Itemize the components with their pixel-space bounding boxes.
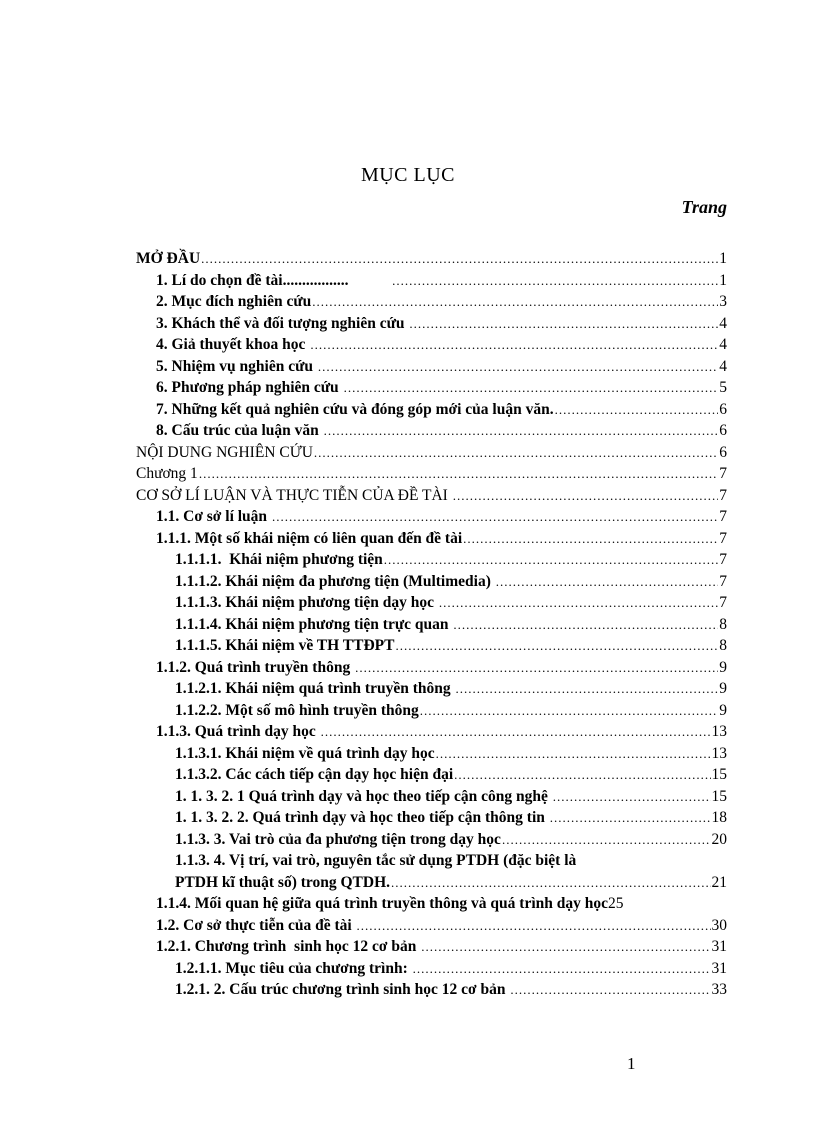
toc-entry-label: 1. Lí do chọn đề tài................. — [156, 271, 392, 289]
toc-entry-label: 1.2.1. 2. Cấu trúc chương trình sinh học 12 cơ bản — [175, 981, 510, 998]
toc-entry-label: 1.1.3. 4. Vị trí, vai trò, nguyên tắc sử dụng PTDH (đặc biệt là — [175, 852, 577, 869]
toc-entry-page: 8 — [719, 615, 727, 633]
dot-leader — [391, 872, 710, 894]
toc-entry-page: 13 — [711, 744, 727, 762]
toc-entry-label: 1.1.2.2. Một số mô hình truyền thông — [175, 701, 419, 719]
toc-entry[interactable] — [136, 657, 727, 679]
toc-entry[interactable] — [136, 915, 727, 937]
dot-leader — [395, 635, 718, 657]
toc-entry-page: 21 — [711, 873, 727, 891]
page-column-header: Trang — [681, 197, 727, 217]
toc-entry-label: 1.1.1.3. Khái niệm phương tiện dạy học — [175, 594, 438, 611]
toc-entry-page: 6 — [719, 400, 727, 418]
dot-leader — [384, 549, 718, 571]
toc-entry-label: PTDH kĩ thuật số) trong QTDH. — [175, 873, 391, 891]
toc-entry-page: 33 — [711, 981, 727, 998]
dot-leader — [436, 743, 711, 765]
toc-entry[interactable] — [136, 700, 727, 722]
toc-entry-page: 15 — [711, 787, 727, 805]
toc-entry-page: 6 — [719, 443, 727, 461]
dot-leader — [463, 528, 718, 550]
toc-entry[interactable] — [136, 571, 727, 593]
dot-leader — [312, 291, 718, 313]
toc-entry[interactable] — [136, 829, 727, 851]
toc-entry-page: 7 — [719, 572, 727, 590]
toc-entry-label: 6. Phương pháp nghiên cứu — [156, 379, 343, 396]
toc-entry[interactable] — [136, 549, 727, 571]
toc-entry[interactable] — [136, 356, 727, 378]
toc-entry-label: 1.2.1. Chương trình sinh học 12 cơ bản — [156, 938, 421, 955]
dot-leader — [310, 334, 718, 356]
toc-entry[interactable] — [136, 614, 727, 636]
toc-entry-label: 1.2.1.1. Mục tiêu của chương trình: — [175, 959, 412, 977]
toc-entry-page: 1 — [719, 250, 727, 267]
toc-entry[interactable] — [136, 291, 727, 313]
toc-entry[interactable] — [136, 958, 727, 980]
toc-entry-page: 4 — [719, 314, 727, 332]
toc-entry-page: 3 — [719, 293, 727, 310]
toc-entry-label: 1.1.3.1. Khái niệm về quá trình dạy học — [175, 744, 435, 762]
toc-entry[interactable] — [136, 377, 727, 399]
toc-entry-page: 1 — [719, 271, 727, 289]
toc-entry-page: 31 — [711, 959, 727, 977]
toc-entry[interactable] — [136, 442, 727, 464]
toc-entry[interactable] — [136, 936, 727, 958]
toc-entry[interactable] — [136, 743, 727, 765]
dot-leader — [550, 807, 711, 829]
toc-entry-page: 5 — [719, 379, 727, 396]
dot-leader — [420, 700, 719, 722]
toc-entry-label: 1. 1. 3. 2. 2. Quá trình dạy và học theo tiếp cận thông tin — [175, 809, 549, 826]
toc-entry-page: 31 — [711, 938, 727, 955]
toc-entry[interactable] — [136, 506, 727, 528]
toc-entry-label: 1.1.3. 3. Vai trò của đa phương tiện trong dạy học — [175, 830, 501, 848]
toc-entry[interactable] — [136, 979, 727, 1001]
dot-leader — [553, 786, 711, 808]
toc-entry-page: 7 — [719, 551, 727, 568]
toc-entry-label: CƠ SỞ LÍ LUẬN VÀ THỰC TIỄN CỦA ĐỀ TÀI — [136, 486, 452, 504]
toc-entry-label: MỞ ĐẦU — [136, 250, 201, 267]
toc-entry-label: NỘI DUNG NGHIÊN CỨU — [136, 443, 313, 461]
toc-entry-page: 4 — [719, 336, 727, 353]
toc-entry-page: 7 — [719, 508, 727, 525]
toc-entry-label: 2. Mục đích nghiên cứu — [156, 293, 312, 310]
toc-entry-page: 9 — [719, 658, 727, 676]
toc-entry-label: 8. Cấu trúc của luận văn — [156, 422, 323, 439]
toc-entry[interactable] — [136, 764, 727, 786]
page-title: MỤC LỤC — [360, 164, 456, 186]
toc-entry[interactable] — [136, 420, 727, 442]
toc-entry-label: 1.1.3.2. Các cách tiếp cận dạy học hiện đại — [175, 766, 454, 783]
toc-entry-label: 1.1.1.5. Khái niệm về TH TTĐPT — [175, 637, 395, 654]
toc-entry[interactable] — [136, 678, 727, 700]
dot-leader — [409, 313, 718, 335]
toc-entry-page: 13 — [711, 723, 727, 740]
dot-leader — [453, 614, 718, 636]
toc-entry[interactable] — [136, 528, 727, 550]
toc-entry-page: 6 — [719, 422, 727, 439]
toc-entry-page: 15 — [711, 766, 727, 783]
dot-leader — [324, 420, 719, 442]
toc-entry[interactable] — [136, 850, 727, 872]
toc-entry-page: 4 — [719, 357, 727, 375]
dot-leader — [439, 592, 718, 614]
dot-leader — [454, 764, 710, 786]
dot-leader — [321, 721, 711, 743]
toc-entry-label: 1.1.1. Một số khái niệm có liên quan đến đề tài — [156, 529, 463, 547]
toc-entry-label: 1.1.4. Mối quan hệ giữa quá trình truyền thông và quá trình dạy học — [156, 895, 608, 912]
toc-entry[interactable] — [136, 721, 727, 743]
dot-leader — [357, 915, 711, 937]
dot-leader — [453, 485, 719, 507]
toc-entry-label: 5. Nhiệm vụ nghiên cứu — [156, 357, 317, 375]
dot-leader — [455, 678, 718, 700]
dot-leader — [510, 979, 710, 1001]
dot-leader — [421, 936, 710, 958]
toc-entry[interactable] — [136, 463, 727, 485]
toc-entry-label: 1.1.2. Quá trình truyền thông — [156, 658, 355, 676]
toc-entry[interactable] — [136, 635, 727, 657]
table-of-contents — [136, 248, 727, 1001]
toc-entry-page: 7 — [719, 465, 727, 482]
dot-leader — [344, 377, 719, 399]
toc-entry[interactable] — [136, 807, 727, 829]
toc-entry[interactable] — [136, 592, 727, 614]
toc-entry-page: 30 — [711, 916, 727, 934]
toc-entry-page: 20 — [711, 830, 727, 848]
dot-leader — [502, 829, 711, 851]
page-number: 1 — [627, 1054, 636, 1073]
toc-entry[interactable] — [136, 270, 727, 292]
toc-entry-label: 3. Khách thể và đối tượng nghiên cứu — [156, 314, 409, 332]
dot-leader — [496, 571, 719, 593]
toc-entry-page: 25 — [608, 895, 624, 912]
dot-leader — [199, 463, 718, 485]
toc-entry-label: 1.1. Cơ sở lí luận — [156, 508, 271, 525]
toc-entry-page: 7 — [719, 529, 727, 547]
toc-entry-label: 1.1.1.1. Khái niệm phương tiện — [175, 551, 383, 568]
dot-leader — [392, 270, 718, 292]
toc-entry[interactable] — [136, 872, 727, 894]
toc-entry[interactable] — [136, 399, 727, 421]
toc-entry-page: 9 — [719, 701, 727, 719]
toc-entry[interactable] — [136, 893, 727, 915]
dot-leader — [201, 248, 718, 270]
toc-entry-label: 1.2. Cơ sở thực tiễn của đề tài — [156, 916, 356, 934]
toc-entry-label: 1.1.3. Quá trình dạy học — [156, 723, 320, 740]
toc-entry-label: 1.1.1.2. Khái niệm đa phương tiện (Multimedia) — [175, 572, 495, 590]
toc-entry-label: 7. Những kết quả nghiên cứu và đóng góp mới của luận văn. — [156, 400, 554, 418]
toc-entry-page: 18 — [711, 809, 727, 826]
dot-leader — [314, 442, 718, 464]
toc-entry[interactable] — [136, 248, 727, 270]
dot-leader — [318, 356, 718, 378]
toc-entry-page: 8 — [719, 637, 727, 654]
toc-entry[interactable] — [136, 485, 727, 507]
toc-entry[interactable] — [136, 786, 727, 808]
toc-entry-page: 7 — [719, 486, 727, 504]
dot-leader — [413, 958, 711, 980]
toc-entry-label: 1.1.1.4. Khái niệm phương tiện trực quan — [175, 615, 453, 633]
toc-entry-label: 4. Giả thuyết khoa học — [156, 336, 310, 353]
dot-leader — [355, 657, 718, 679]
dot-leader — [555, 399, 719, 421]
toc-entry[interactable] — [136, 334, 727, 356]
toc-entry-page: 9 — [719, 680, 727, 697]
toc-entry-label: 1. 1. 3. 2. 1 Quá trình dạy và học theo tiếp cận công nghệ — [175, 787, 552, 805]
toc-entry-page: 7 — [719, 594, 727, 611]
toc-entry-label: 1.1.2.1. Khái niệm quá trình truyền thông — [175, 680, 455, 697]
toc-entry-label: Chương 1 — [136, 465, 198, 482]
dot-leader — [272, 506, 718, 528]
toc-entry[interactable] — [136, 313, 727, 335]
